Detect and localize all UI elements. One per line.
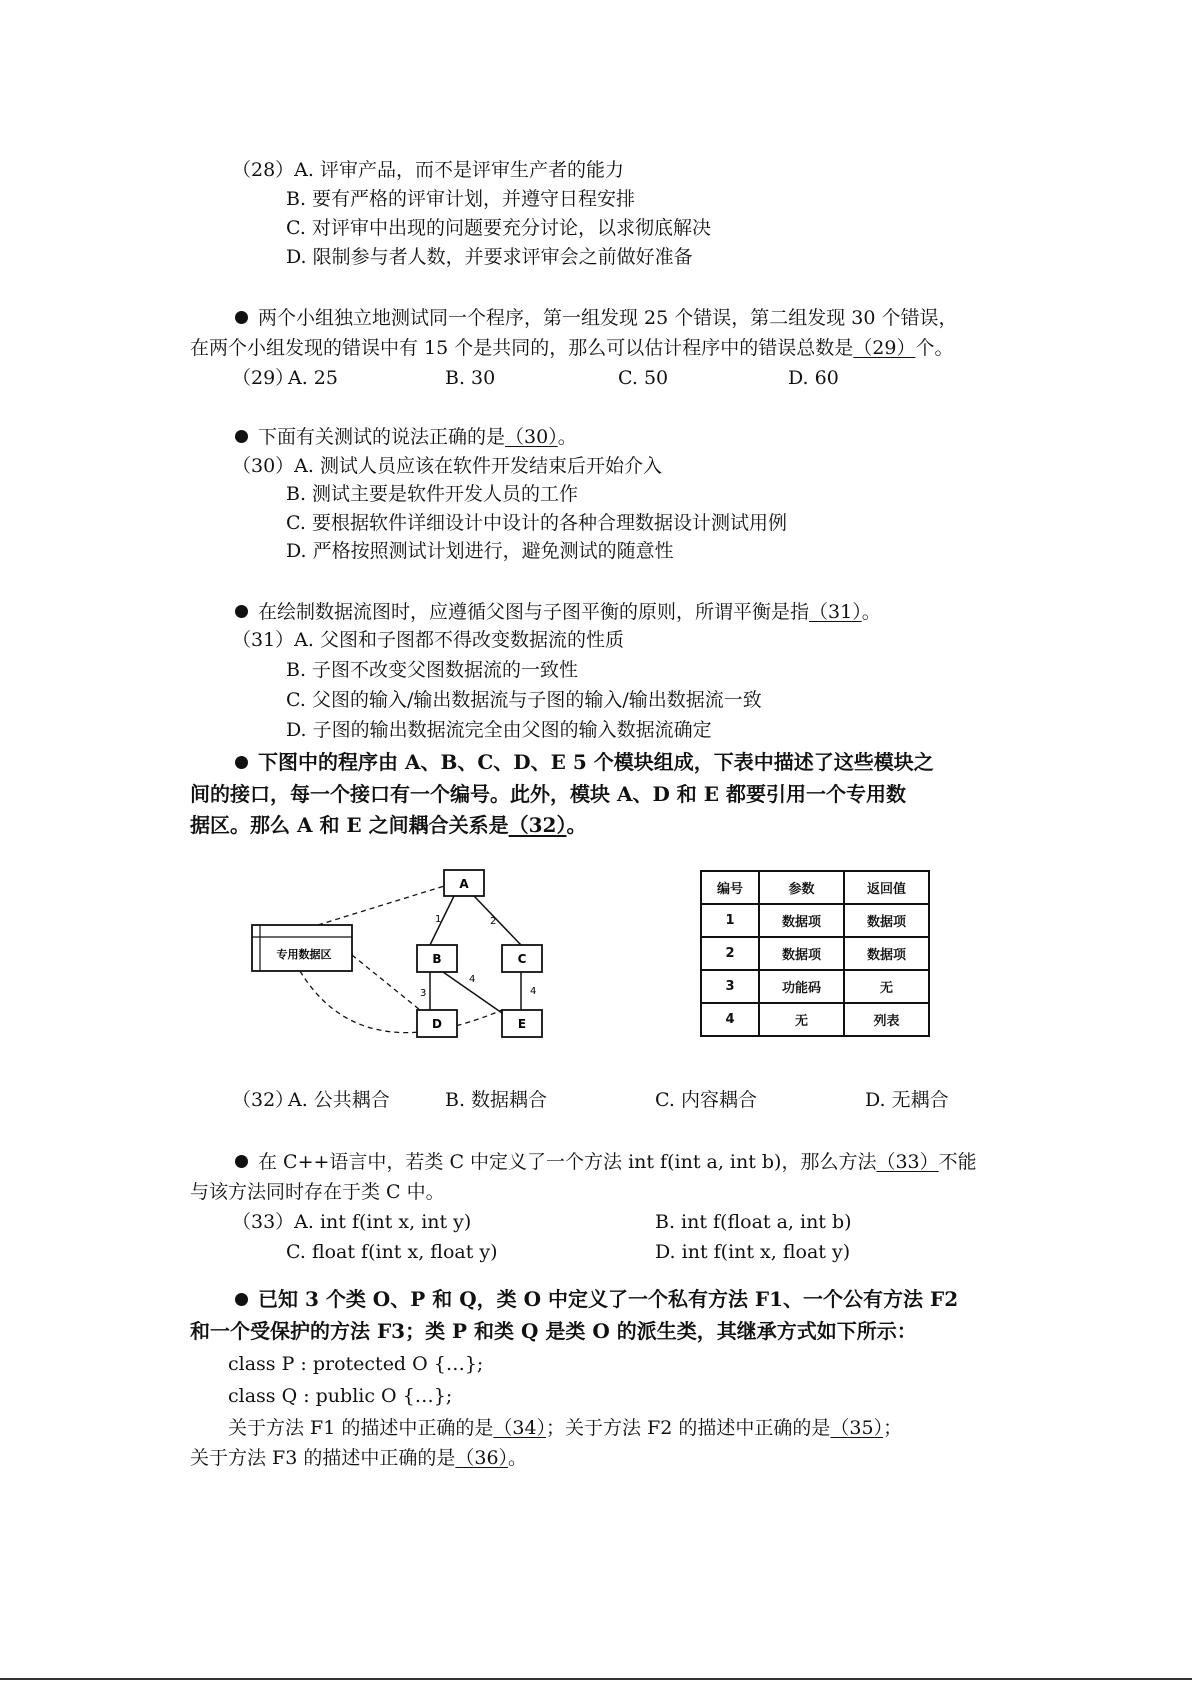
table-row bbox=[701, 904, 929, 937]
answer-blank-34: （34） bbox=[493, 1417, 547, 1439]
q32-label: （32） bbox=[232, 1089, 295, 1111]
q33-option-b: B. int f(float a, int b) bbox=[655, 1211, 852, 1233]
edge-label-3: 3 bbox=[420, 988, 427, 999]
table-header-cell: 返回值 bbox=[844, 871, 929, 904]
q32-option-a: A. 公共耦合 bbox=[288, 1089, 390, 1111]
q33-stem-line2: 与该方法同时存在于类 C 中。 bbox=[190, 1181, 445, 1203]
q34-stem-line2: 和一个受保护的方法 F3；类 P 和类 Q 是类 O 的派生类，其继承方式如下所示： bbox=[190, 1319, 917, 1343]
module-b-label: B bbox=[432, 952, 442, 966]
reference-d-dataarea bbox=[352, 955, 420, 1010]
q32-option-c: C. 内容耦合 bbox=[655, 1089, 757, 1111]
table-cell: 列表 bbox=[844, 1003, 929, 1036]
q29-label: （29） bbox=[232, 367, 295, 389]
table-header-cell: 编号 bbox=[701, 871, 759, 904]
q30-stem: 下面有关测试的说法正确的是（30）。 bbox=[235, 425, 577, 449]
q29-option-b: B. 30 bbox=[445, 367, 496, 389]
module-d-label: D bbox=[432, 1017, 442, 1031]
module-a-label: A bbox=[459, 877, 469, 891]
page-bottom-rule bbox=[0, 1678, 1192, 1680]
bullet-icon bbox=[235, 756, 248, 769]
q34-stem-line4: 关于方法 F3 的描述中正确的是（36）。 bbox=[190, 1447, 528, 1469]
q32-stem-line2: 间的接口，每一个接口有一个编号。此外，模块 A、D 和 E 都要引用一个专用数 bbox=[190, 782, 906, 806]
table-cell: 功能码 bbox=[759, 970, 844, 1003]
table-row bbox=[701, 937, 929, 970]
q34-stem-line1: 已知 3 个类 O、P 和 Q，类 O 中定义了一个私有方法 F1、一个公有方法 F2 bbox=[235, 1287, 958, 1311]
q29-stem-line2: 在两个小组发现的错误中有 15 个是共同的，那么可以估计程序中的错误总数是（29）个。 bbox=[190, 337, 954, 359]
q29-stem-line1: 两个小组独立地测试同一个程序，第一组发现 25 个错误，第二组发现 30 个错误， bbox=[235, 306, 958, 330]
edge-label-4b: 4 bbox=[530, 986, 537, 997]
q29-option-d: D. 60 bbox=[788, 367, 839, 389]
table-cell: 无 bbox=[759, 1003, 844, 1036]
q32-option-b: B. 数据耦合 bbox=[445, 1089, 548, 1111]
table-header-row bbox=[701, 871, 929, 904]
q32-stem-line1: 下图中的程序由 A、B、C、D、E 5 个模块组成，下表中描述了这些模块之 bbox=[235, 750, 934, 774]
table-row bbox=[701, 1003, 929, 1036]
table-row bbox=[701, 970, 929, 1003]
bullet-icon bbox=[235, 311, 248, 324]
answer-blank-32: （32） bbox=[508, 813, 567, 837]
q33-option-c: C. float f(int x, float y) bbox=[286, 1241, 498, 1263]
q31-option-b: B. 子图不改变父图数据流的一致性 bbox=[286, 659, 579, 681]
code-class-q: class Q : public O {…}; bbox=[228, 1385, 453, 1407]
answer-blank-31: （31） bbox=[809, 601, 862, 623]
answer-blank-33: （33） bbox=[876, 1151, 939, 1173]
interface-table bbox=[700, 870, 930, 1037]
q28-option-b: B. 要有严格的评审计划，并遵守日程安排 bbox=[286, 188, 636, 210]
table-cell: 数据项 bbox=[844, 904, 929, 937]
bullet-icon bbox=[235, 605, 248, 618]
q28-option-d: D. 限制参与者人数，并要求评审会之前做好准备 bbox=[286, 246, 693, 268]
q33-stem-line1: 在 C++语言中，若类 C 中定义了一个方法 int f(int a, int b)，那么方法（33）不能 bbox=[235, 1150, 977, 1174]
q31-option-a: （31）A. 父图和子图都不得改变数据流的性质 bbox=[232, 629, 624, 651]
table-cell: 数据项 bbox=[759, 904, 844, 937]
table-header-cell: 参数 bbox=[759, 871, 844, 904]
q31-option-c: C. 父图的输入/输出数据流与子图的输入/输出数据流一致 bbox=[286, 689, 762, 711]
answer-blank-30: （30） bbox=[505, 426, 558, 448]
table-cell: 4 bbox=[701, 1003, 759, 1036]
q31-stem: 在绘制数据流图时，应遵循父图与子图平衡的原则，所谓平衡是指（31）。 bbox=[235, 600, 881, 624]
module-c-label: C bbox=[517, 952, 527, 966]
module-structure-diagram bbox=[240, 860, 570, 1060]
q34-stem-line3: 关于方法 F1 的描述中正确的是（34）；关于方法 F2 的描述中正确的是（35）； bbox=[228, 1417, 903, 1439]
edge-label-4a: 4 bbox=[469, 974, 476, 985]
q30-option-d: D. 严格按照测试计划进行，避免测试的随意性 bbox=[286, 540, 674, 562]
table-cell: 无 bbox=[844, 970, 929, 1003]
q29-option-c: C. 50 bbox=[618, 367, 669, 389]
q33-option-d: D. int f(int x, float y) bbox=[655, 1241, 851, 1263]
bullet-icon bbox=[235, 1293, 248, 1306]
table-cell: 3 bbox=[701, 970, 759, 1003]
edge-label-1: 1 bbox=[435, 914, 442, 925]
q32-stem-line3: 据区。那么 A 和 E 之间耦合关系是（32）。 bbox=[190, 813, 587, 837]
table-cell: 数据项 bbox=[844, 937, 929, 970]
answer-blank-36: （36） bbox=[455, 1447, 509, 1469]
reference-a-dataarea bbox=[318, 883, 454, 925]
table-cell: 1 bbox=[701, 904, 759, 937]
bullet-icon bbox=[235, 430, 248, 443]
q30-option-a: （30）A. 测试人员应该在软件开发结束后开始介入 bbox=[232, 455, 662, 477]
bullet-icon bbox=[235, 1155, 248, 1168]
q30-option-c: C. 要根据软件详细设计中设计的各种合理数据设计测试用例 bbox=[286, 512, 787, 534]
module-e-label: E bbox=[517, 1017, 527, 1031]
q33-option-a: （33）A. int f(int x, int y) bbox=[232, 1211, 472, 1233]
q28-option-c: C. 对评审中出现的问题要充分讨论，以求彻底解决 bbox=[286, 217, 711, 239]
q28-option-a: （28）A. 评审产品，而不是评审生产者的能力 bbox=[232, 159, 624, 181]
data-area-label: 专用数据区 bbox=[276, 948, 332, 961]
table-cell: 2 bbox=[701, 937, 759, 970]
edge-label-2: 2 bbox=[490, 916, 497, 927]
q30-option-b: B. 测试主要是软件开发人员的工作 bbox=[286, 483, 579, 505]
q29-option-a: A. 25 bbox=[288, 367, 338, 389]
q31-option-d: D. 子图的输出数据流完全由父图的输入数据流确定 bbox=[286, 719, 712, 741]
table-cell: 数据项 bbox=[759, 937, 844, 970]
answer-blank-29: （29） bbox=[853, 337, 916, 359]
q32-option-d: D. 无耦合 bbox=[865, 1089, 949, 1111]
code-class-p: class P : protected O {…}; bbox=[228, 1353, 484, 1375]
answer-blank-35: （35） bbox=[830, 1417, 884, 1439]
